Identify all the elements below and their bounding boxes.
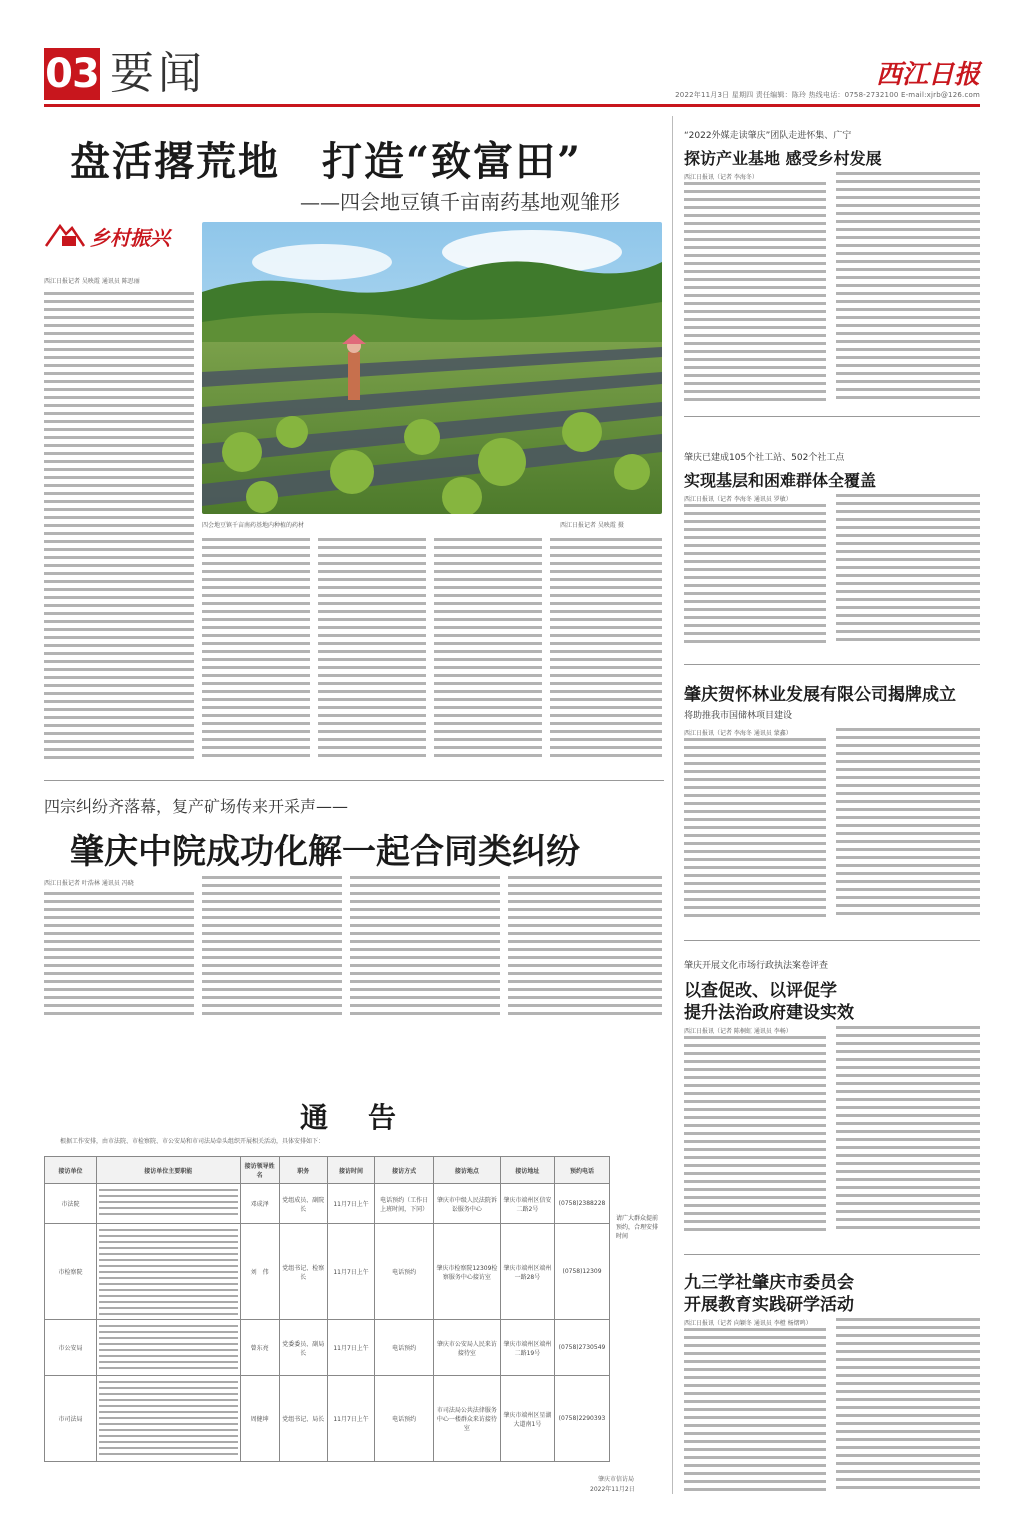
r3-byline: 西江日报讯（记者 李海冬 通讯员 蒙鑫） [684,730,792,737]
notice-signature: 肇庆市信访局 [598,1476,635,1483]
lead-body-col5 [550,538,662,762]
cell-place: 肇庆市中级人民法院诉讼服务中心 [433,1184,500,1224]
photo-credit: 西江日报记者 吴映霞 摄 [560,522,624,529]
col-header: 接访方式 [375,1157,433,1184]
second-kicker: 四宗纠纷齐落幕，复产矿场传来开采声—— [44,797,349,816]
section-number: 03 [44,48,100,100]
table-row [45,1184,610,1224]
divider [684,940,980,941]
r2-kicker: 肇庆已建成105个社工站、502个社工点 [684,453,845,463]
cell-phone: (0758)2388228 [555,1184,610,1224]
r4-body-col2 [836,1026,980,1232]
cell-time: 11月7日上午 [327,1184,375,1224]
cell-time: 11月7日上午 [327,1320,375,1376]
divider [684,664,980,665]
r4-headline-2: 提升法治政府建设实效 [684,1003,854,1023]
divider [684,1254,980,1255]
col-header: 接访地址 [500,1157,554,1184]
divider [684,416,980,417]
divider [44,780,664,781]
dateline: 2022年11月3日 星期四 责任编辑：陈玲 热线电话：0758-2732100 E-mail:xjrb@126.com [675,91,980,99]
notice-side-note: 请广大群众提前预约，合理安排时间 [616,1215,659,1240]
cell-phone: (0758)12309 [555,1224,610,1320]
cell-unit: 市公安局 [45,1320,97,1376]
lead-subheadline: ——四会地豆镇千亩南药基地观雏形 [300,190,620,214]
cell-duty [97,1224,240,1320]
cell-leader: 曾东亮 [240,1320,279,1376]
lead-byline: 西江日报记者 吴映霞 通讯员 陈思丽 [44,278,140,285]
cell-time: 11月7日上午 [327,1224,375,1320]
col-header: 接访单位 [45,1157,97,1184]
r2-byline: 西江日报讯（记者 李海冬 通讯员 罗敏） [684,496,792,503]
cell-addr: 肇庆市端州区星湖大道南1号 [500,1376,554,1462]
r1-headline: 探访产业基地 感受乡村发展 [684,149,882,168]
cell-time: 11月7日上午 [327,1376,375,1462]
cell-duty [97,1184,240,1224]
r5-headline-1: 九三学社肇庆市委员会 [684,1273,854,1293]
masthead-logo: 西江日报 [875,60,980,90]
cell-addr: 肇庆市端州区端州一路28号 [500,1224,554,1320]
r2-headline: 实现基层和困难群体全覆盖 [684,471,877,490]
cell-unit: 市司法局 [45,1376,97,1462]
notice-header-row [45,1157,610,1184]
col-header: 职务 [279,1157,327,1184]
table-row [45,1376,610,1462]
col-header: 接访单位主要职能 [97,1157,240,1184]
column-logo-text: 乡村振兴 [90,226,170,250]
notice-intro: 根据工作安排，由市法院、市检察院、市公安局和市司法局牵头组织开展相关活动，具体安排如下： [60,1138,325,1145]
r5-headline-2: 开展教育实践研学活动 [684,1295,854,1315]
second-body-col2 [202,876,342,1020]
r4-headline-1: 以查促改、以评促学 [684,981,837,1001]
cell-leader: 周健坤 [240,1376,279,1462]
cell-phone: (0758)2290393 [555,1376,610,1462]
cell-mode: 电话预约 [375,1376,433,1462]
section-name: 要闻 [110,48,206,99]
cell-mode: 电话预约 [375,1320,433,1376]
cell-post: 党组成员、副院长 [279,1184,327,1224]
r3-subheadline: 将助推我市国储林项目建设 [684,711,793,721]
r1-kicker: “2022外媒走读肇庆”团队走进怀集、广宁 [684,131,852,141]
cell-leader: 刘 伟 [240,1224,279,1320]
second-byline: 西江日报记者 叶浩林 通讯员 冯晓 [44,880,134,887]
r1-byline: 西江日报讯（记者 李海冬） [684,174,758,181]
header-rule [44,104,980,107]
cell-unit: 市法院 [45,1184,97,1224]
second-body-col3 [350,876,500,1020]
table-row [45,1224,610,1320]
second-body-col1 [44,892,194,1020]
cell-leader: 邓成泽 [240,1184,279,1224]
cell-post: 党委委员、副局长 [279,1320,327,1376]
lead-headline: 盘活撂荒地 打造“致富田” [70,138,583,185]
cell-post: 党组书记、局长 [279,1376,327,1462]
cell-place: 肇庆市检察院12309检察服务中心接访室 [433,1224,500,1320]
cell-place: 市司法局公共法律服务中心一楼群众来访接待室 [433,1376,500,1462]
lead-body-col4 [434,538,542,762]
notice-title: 通 告 [300,1101,403,1134]
lead-body-col2 [202,538,310,762]
notice-table [44,1156,610,1462]
col-header: 接访时间 [327,1157,375,1184]
second-headline: 肇庆中院成功化解一起合同类纠纷 [70,832,580,872]
r3-body-col1 [684,738,826,918]
col-header: 接访领导姓名 [240,1157,279,1184]
col-header: 预约电话 [555,1157,610,1184]
cell-mode: 电话预约 [375,1224,433,1320]
cell-duty [97,1376,240,1462]
notice-date: 2022年11月2日 [590,1486,635,1493]
r4-byline: 西江日报讯（记者 陈桐虹 通讯员 李畅） [684,1028,792,1035]
cell-place: 肇庆市公安局人民来访接待室 [433,1320,500,1376]
r4-body-col1 [684,1036,826,1232]
cell-duty [97,1320,240,1376]
cell-unit: 市检察院 [45,1224,97,1320]
r1-body-col2 [836,172,980,404]
lead-photo [202,222,662,514]
r2-body-col1 [684,504,826,644]
r5-byline: 西江日报讯（记者 向颖冬 通讯员 李橙 杨熠鸣） [684,1320,812,1327]
cell-addr: 肇庆市端州区信安二路2号 [500,1184,554,1224]
cell-addr: 肇庆市端州区端州二路19号 [500,1320,554,1376]
r3-body-col2 [836,728,980,918]
r5-body-col2 [836,1318,980,1494]
cell-mode: 电话预约（工作日上班时间，下同） [375,1184,433,1224]
second-body-col4 [508,876,662,1020]
rural-revitalization-logo [44,220,194,250]
col-header: 接访地点 [433,1157,500,1184]
cell-phone: (0758)2730549 [555,1320,610,1376]
r5-body-col1 [684,1328,826,1494]
lead-body-col1 [44,292,194,762]
cell-post: 党组书记、检察长 [279,1224,327,1320]
r1-body-col1 [684,182,826,404]
lead-body-col3 [318,538,426,762]
table-row [45,1320,610,1376]
photo-caption: 四会地豆镇千亩南药基地内种植的药材 [202,522,305,529]
column-divider [672,116,673,1494]
r3-headline: 肇庆贺怀林业发展有限公司揭牌成立 [684,685,956,705]
r4-kicker: 肇庆开展文化市场行政执法案卷评查 [684,961,829,971]
r2-body-col2 [836,494,980,644]
